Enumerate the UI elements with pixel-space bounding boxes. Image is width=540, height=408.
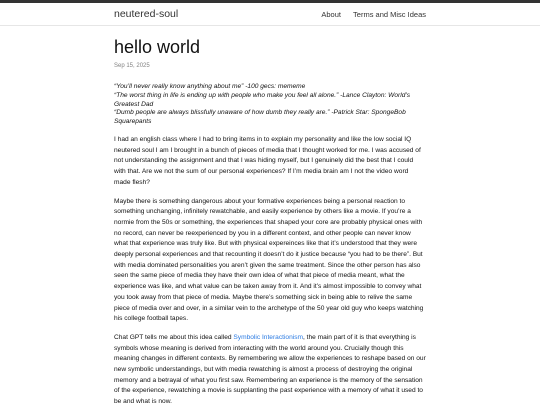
quote-1: “You’ll never really know anything about me” -100 gecs: mememe (114, 83, 306, 90)
symbolic-interactionism-link[interactable]: Symbolic Interactionism (233, 333, 303, 341)
paragraph-3-rest: , the main part of it is that everything is symbols whose meaning is derived from interacting with the world around you. Crucially though this meaning changes in different contexts. By remembering we allow the experiences to reshape based on our new symbolic understandings, but with media rewatching is almost a process of destroying the original memory and a betrayal of what you first saw. Remembering an experience is the memory of the sensation of the experience, rewatching a movie is supplanting the past experience with a memory of what it used to be and what is now. (114, 333, 426, 406)
quote-2: “The worst thing in life is ending up with people who make you feel all alone.” -Lance Clayton: World’s Greatest Dad (114, 91, 411, 108)
site-nav (311, 10, 426, 19)
epigraph-quotes (114, 83, 426, 127)
site-title-link[interactable]: neutered-soul (114, 8, 179, 20)
nav-about-link[interactable]: About (321, 10, 341, 19)
paragraph-1: I had an english class where I had to bring items in to explain my personality and like the low social IQ neutered soul I am I brought in a bunch of pieces of media that I thought worked for me. I was accused of not understanding the assignment and that I was hiding myself, but I genuinely did the best that I could with that. Are we not the sum of our personal experiences? If I’m media brain am I not the video word made flesh? (114, 135, 421, 186)
post-date: Sep 15, 2025 (114, 63, 150, 69)
post-title: hello world (114, 37, 201, 57)
paragraph-3 (114, 333, 426, 408)
paragraph-3-intro: Chat GPT tells me about this idea called (114, 333, 234, 341)
paragraph-2: Maybe there is something dangerous about your formative experiences being a personal reaction to something unchanging, infinitely rewatchable, and easily experience by others like a movie. If you’re a normie from the 50s or something, the experiences that shaped your core are probably physical ones with no record, can never be reexperienced by you in a different context, and other people can never know what that experience was truly like. But with physical expereinces like that it’s understood that they were deeply personal experiences and that recounting it doesn’t do it justice because “you had to be there”. But with media dominated personalities you aren’t given the same treatment. Since the other person has also seen the same piece of media they have their own idea of what that piece of media meant, what the experience was like, and what value can be taken away from it. And it’s almost impossible to convey what you took away from that piece of media. Maybe there’s something sick in being able to relive the same piece of media over and over, in a similar vein to the archetype of the 50 year old guy who keeps watching his college football tapes. (114, 197, 424, 323)
nav-terms-link[interactable]: Terms and Misc Ideas (353, 10, 426, 19)
quote-3: “Dumb people are always blissfully unaware of how dumb they really are.” -Patrick Star: SpongeBob Squarepants (114, 109, 406, 126)
site-header (0, 3, 540, 26)
post-content (114, 36, 426, 408)
